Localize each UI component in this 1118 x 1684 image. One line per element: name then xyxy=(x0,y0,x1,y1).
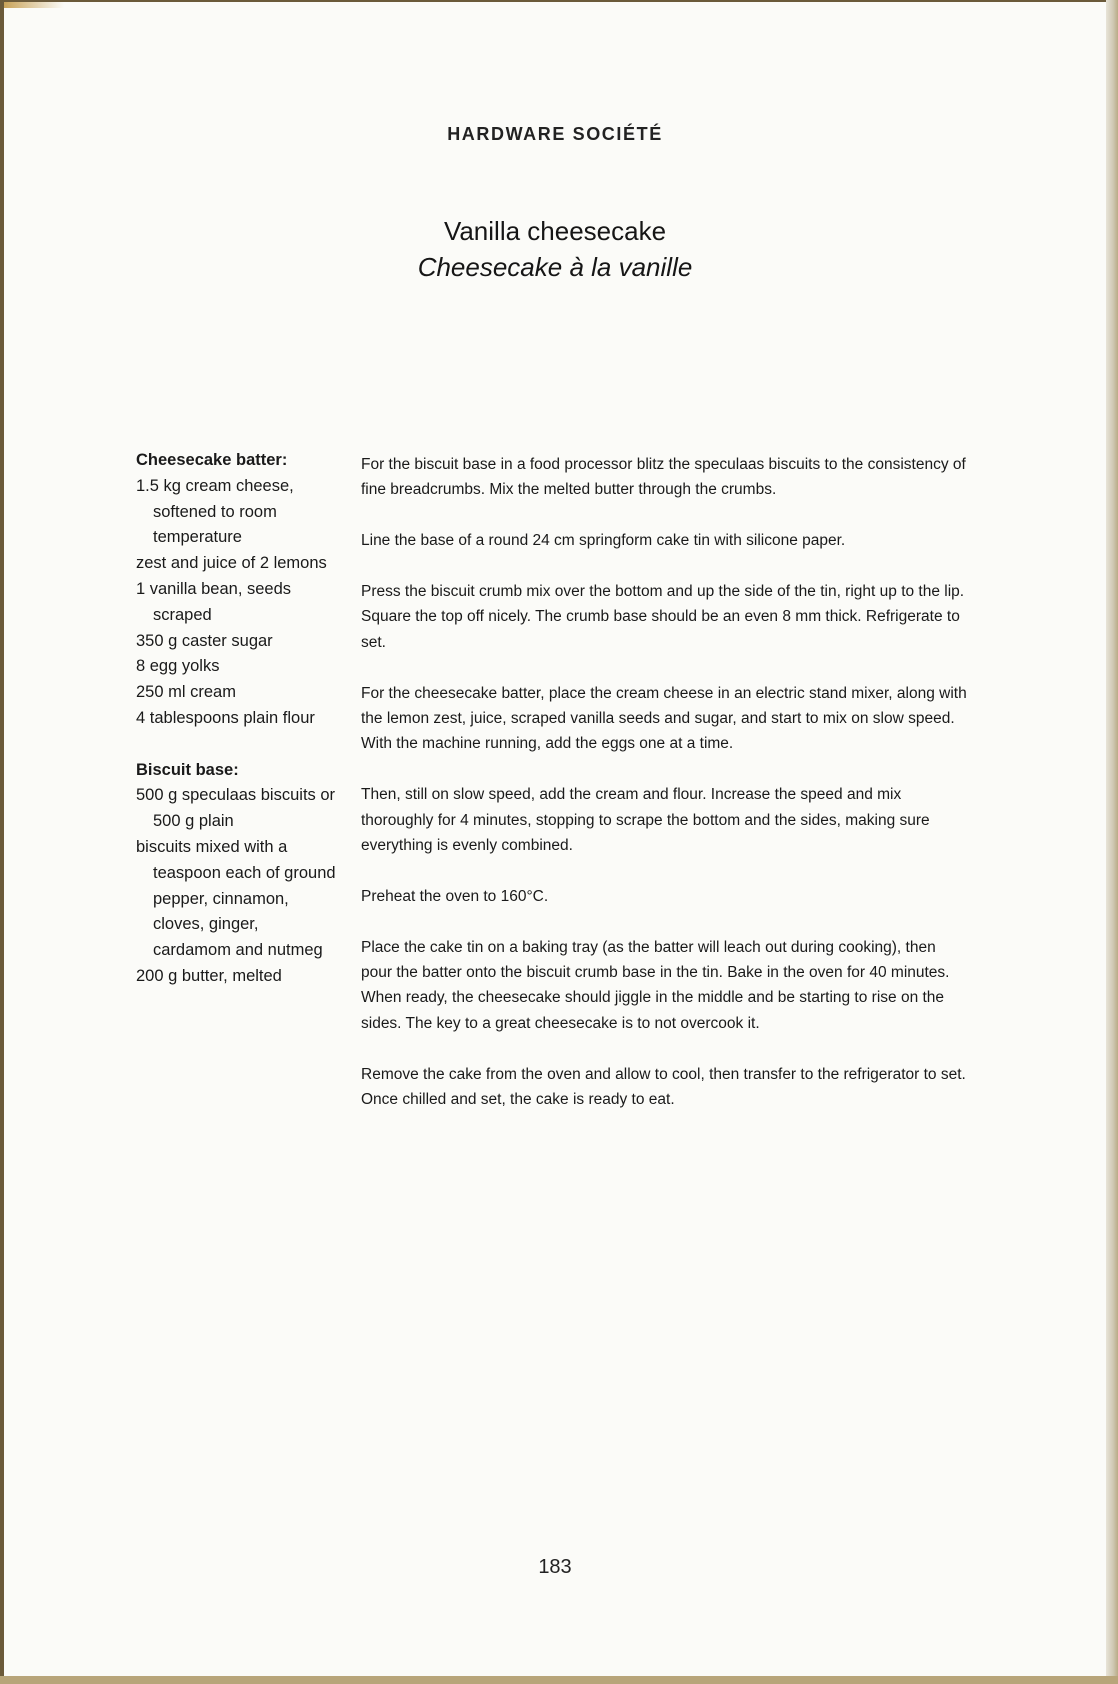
method-step: Preheat the oven to 160°C. xyxy=(361,887,549,905)
page-number: 183 xyxy=(538,1556,572,1578)
ingredient-spacer xyxy=(136,732,336,758)
ingredient-item: 200 g butter, melted xyxy=(136,966,282,985)
ingredient-item: biscuits mixed with a teaspoon each of ground pepper, cinnamon, cloves, ginger, cardamom and nutmeg xyxy=(136,837,336,960)
method-step: Place the cake tin on a baking tray (as the batter will leach out during cooking), then pour the batter onto the biscuit crumb base in the tin. Bake in the oven for 40 minutes. When ready, the cheesecake should jiggle in the middle and be starting to rise on the sides. The key to a great cheesecake is to not overcook it. xyxy=(361,938,950,1032)
ingredient-item: 4 tablespoons plain flour xyxy=(136,708,315,727)
base-heading: Biscuit base: xyxy=(136,760,239,779)
recipe-subtitle: Cheesecake à la vanille xyxy=(417,252,693,282)
method-step: Then, still on slow speed, add the cream and flour. Increase the speed and mix thoroughly for 4 minutes, stopping to scrape the bottom and the sides, making sure everything is evenly combined. xyxy=(361,786,930,855)
ingredient-item: 8 egg yolks xyxy=(136,657,220,676)
ingredient-item: 500 g speculaas biscuits or 500 g plain xyxy=(136,786,336,831)
ingredient-item: 250 ml cream xyxy=(136,683,236,702)
ingredient-item: 1 vanilla bean, seeds scraped xyxy=(136,579,292,624)
page-edge xyxy=(1106,0,1118,1684)
ingredient-item: 1.5 kg cream cheese, softened to room temperature xyxy=(136,476,294,547)
recipe-title: Vanilla cheesecake xyxy=(443,216,667,246)
method-step: Press the biscuit crumb mix over the bottom and up the side of the tin, right up to the lip. Square the top off nicely. The crumb base should be an even 8 mm thick. Refrigerate to set. xyxy=(361,583,965,651)
page-corner-stain xyxy=(4,2,64,8)
book-page xyxy=(4,2,1106,1678)
method-step: For the biscuit base in a food processor blitz the speculaas biscuits to the consistency of fine breadcrumbs. Mix the melted butter through the crumbs. xyxy=(361,456,966,499)
method-column xyxy=(361,452,971,1138)
method-step: Line the base of a round 24 cm springform cake tin with silicone paper. xyxy=(361,532,846,550)
batter-heading: Cheesecake batter: xyxy=(136,451,288,469)
running-head: HARDWARE SOCIÉTÉ xyxy=(447,124,663,144)
ingredient-item: 350 g caster sugar xyxy=(136,631,273,650)
page-bottom-edge xyxy=(0,1676,1118,1684)
ingredients-column xyxy=(136,448,336,990)
method-step: Remove the cake from the oven and allow to cool, then transfer to the refrigerator to set. Once chilled and set, the cake is ready to eat. xyxy=(361,1065,966,1109)
method-step: For the cheesecake batter, place the cream cheese in an electric stand mixer, along with the lemon zest, juice, scraped vanilla seeds and sugar, and start to mix on slow speed. With the machine running, add the eggs one at a time. xyxy=(361,684,967,753)
ingredient-item: zest and juice of 2 lemons xyxy=(136,554,327,573)
